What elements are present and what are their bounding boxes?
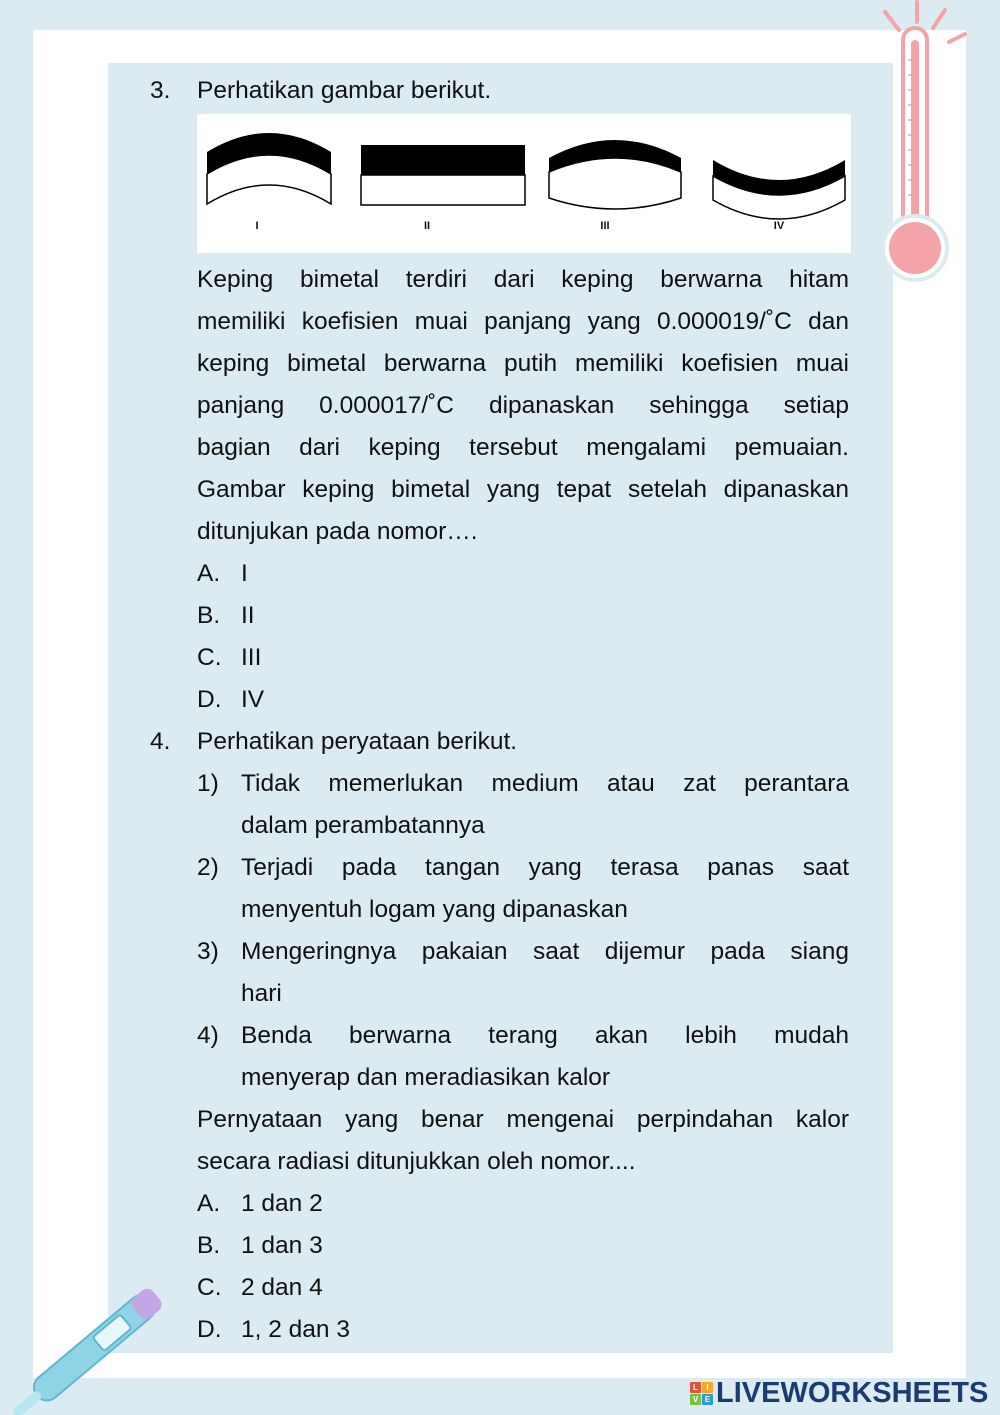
- question-3-text-line: bagian dari keping tersebut mengalami pemuaian.: [197, 434, 849, 461]
- option-text: III: [241, 644, 262, 671]
- option-text: 1 dan 3: [241, 1232, 323, 1259]
- statement-text: hari: [241, 980, 282, 1007]
- option-letter: C.: [197, 1274, 222, 1301]
- option-letter: C.: [197, 644, 222, 671]
- option-letter: B.: [197, 1232, 221, 1259]
- question-4-prompt: Perhatikan peryataan berikut.: [197, 728, 518, 755]
- option-text: 1, 2 dan 3: [241, 1316, 350, 1343]
- statement-text: Tidak memerlukan medium atau zat perantara: [241, 770, 849, 797]
- brand-text: LIVEWORKSHEETS: [716, 1376, 989, 1409]
- bimetal-figure: [197, 114, 851, 253]
- question-3-text-line: ditunjukan pada nomor….: [197, 518, 478, 545]
- statement-text: Benda berwarna terang akan lebih mudah: [241, 1022, 849, 1049]
- question-4-text-line: secara radiasi ditunjukkan oleh nomor....: [197, 1148, 636, 1175]
- bimetal-strip-3: [549, 140, 681, 209]
- question-3-text-line: keping bimetal berwarna putih memiliki koefisien muai: [197, 350, 849, 377]
- statement-text: dalam perambatannya: [241, 812, 485, 839]
- question-3-text-line: Gambar keping bimetal yang tepat setelah dipanaskan: [197, 476, 849, 503]
- statement-number: 1): [197, 770, 219, 797]
- option-letter: B.: [197, 602, 221, 629]
- question-3-text-line: panjang 0.000017/˚C dipanaskan sehingga setiap: [197, 392, 849, 419]
- option-text: I: [241, 560, 248, 587]
- option-letter: D.: [197, 1316, 222, 1343]
- figure-label-4: IV: [773, 220, 785, 232]
- option-text: II: [241, 602, 255, 629]
- liveworksheets-logo[interactable]: [690, 1373, 988, 1413]
- statement-text: Mengeringnya pakaian saat dijemur pada siang: [241, 938, 849, 965]
- thermometer-icon: [855, 0, 995, 300]
- option-letter: D.: [197, 686, 222, 713]
- question-3-prompt: Perhatikan gambar berikut.: [197, 77, 492, 104]
- option-letter: A.: [197, 560, 221, 587]
- statement-text: menyentuh logam yang dipanaskan: [241, 896, 628, 923]
- figure-label-2: II: [423, 220, 431, 232]
- bimetal-strip-4: [713, 160, 845, 219]
- question-4-number: 4.: [150, 728, 171, 755]
- bimetal-strips-illustration: [197, 114, 851, 253]
- statement-number: 4): [197, 1022, 219, 1049]
- statement-number: 3): [197, 938, 219, 965]
- figure-label-1: I: [255, 220, 259, 232]
- bimetal-strip-2: [361, 145, 525, 205]
- question-3-text-line: memiliki koefisien muai panjang yang 0.000019/˚C dan: [197, 308, 849, 335]
- option-letter: A.: [197, 1190, 221, 1217]
- brand-logo-icon: L I V E: [690, 1382, 713, 1405]
- statement-number: 2): [197, 854, 219, 881]
- option-text: 1 dan 2: [241, 1190, 323, 1217]
- question-4-text-line: Pernyataan yang benar mengenai perpindahan kalor: [197, 1106, 849, 1133]
- statement-text: menyerap dan meradiasikan kalor: [241, 1064, 611, 1091]
- digital-thermometer-icon: [0, 1280, 180, 1415]
- option-text: 2 dan 4: [241, 1274, 323, 1301]
- statement-text: Terjadi pada tangan yang terasa panas saat: [241, 854, 849, 881]
- question-3-number: 3.: [150, 77, 171, 104]
- option-text: IV: [241, 686, 265, 713]
- figure-label-3: III: [600, 220, 610, 232]
- bimetal-strip-1: [207, 133, 331, 204]
- question-3-text-line: Keping bimetal terdiri dari keping berwarna hitam: [197, 266, 849, 293]
